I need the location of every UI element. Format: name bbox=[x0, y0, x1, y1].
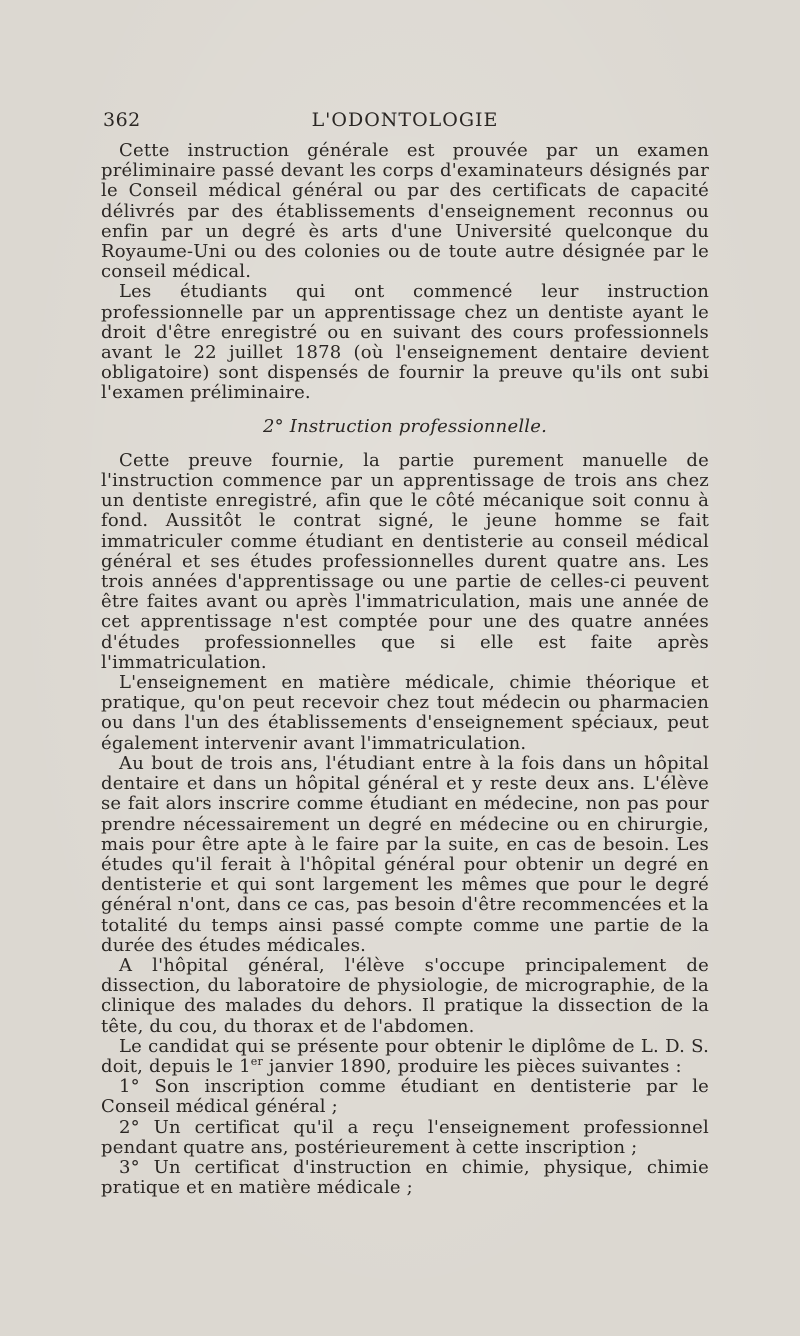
paragraph: Cette preuve fournie, la partie purement manuelle de l'instruction commence par un apprentissage de trois ans chez un dentiste enregistré, afin que le côté mécanique soit connu à fond. Aussitôt le contrat signé, le jeune homme se fait immatriculer comme étudiant en dentisterie au conseil médical général et ses études professionnelles durent quatre ans. Les trois années d'apprentissage ou une partie de celles-ci peuvent être faites avant ou après l'immatriculation, mais une année de cet apprentissage n'est comptée pour une des quatre années d'études professionnelles que si elle est faite après l'immatriculation. bbox=[101, 449, 709, 673]
requirement-item: 3° Un certificat d'instruction en chimie, physique, chimie pratique et en matière médicale ; bbox=[101, 1156, 709, 1199]
candidate-intro-text-end: janvier 1890, produire les pièces suivantes : bbox=[262, 1055, 682, 1077]
paragraph: Cette instruction générale est prouvée par un examen préliminaire passé devant les corps d'examinateurs désignés par le Conseil médical général ou par des certificats de capacité délivrés par des établissements d'enseignement reconnus ou enfin par un degré ès arts d'une Université quelconque du Royaume-Uni ou des colonies ou de toute autre désignée par le conseil médical. bbox=[101, 140, 709, 283]
requirement-item: 1° Son inscription comme étudiant en dentisterie par le Conseil médical général ; bbox=[101, 1076, 709, 1118]
section-heading: 2° Instruction professionnelle. bbox=[262, 415, 548, 437]
paragraph: Les étudiants qui ont commencé leur instruction professionnelle par un apprentissage chez un dentiste ayant le droit d'être enregistré ou en suivant des cours professionnels avant le 22 juillet 1878 (où l'enseignement dentaire devient obligatoire) sont dispensés de fournir la preuve qu'ils ont subi l'examen préliminaire. bbox=[101, 281, 709, 404]
paragraph: Au bout de trois ans, l'étudiant entre à la fois dans un hôpital dentaire et dans un hôpital général et y reste deux ans. L'élève se fait alors inscrire comme étudiant en médecine, non pas pour prendre nécessairement un degré en médecine ou en chirurgie, mais pour être apte à le faire par la suite, en cas de besoin. Les études qu'il ferait à l'hôpital général pour obtenir un degré en dentisterie et qui sont largement les mêmes que pour le degré général n'ont, dans ce cas, pas besoin d'être recommencées et la totalité du temps ainsi passé compte comme une partie de la durée des études médicales. bbox=[101, 752, 709, 956]
page-header bbox=[103, 103, 707, 139]
candidate-intro-text: Le candidat qui se présente pour obtenir le diplôme de L. D. S. doit, depuis le 1 bbox=[101, 1035, 709, 1077]
paragraph: A l'hôpital général, l'élève s'occupe principalement de dissection, du laboratoire de physiologie, de micrographie, de la clinique des malades du dehors. Il pratique la dissection de la tête, du cou, du thorax et de l'abdomen. bbox=[101, 954, 709, 1037]
paragraph: L'enseignement en matière médicale, chimie théorique et pratique, qu'on peut recevoir chez tout médecin ou pharmacien ou dans l'un des établissements d'enseignement spéciaux, peut également intervenir avant l'immatriculation. bbox=[101, 672, 709, 754]
ordinal-superscript: er bbox=[250, 1054, 263, 1068]
candidate-intro bbox=[101, 1037, 709, 1077]
page-number: 362 bbox=[103, 109, 141, 131]
body-text bbox=[101, 141, 709, 1198]
requirement-item: 2° Un certificat qu'il a reçu l'enseignement professionnel pendant quatre ans, postérieurement à cette inscription ; bbox=[101, 1116, 709, 1158]
running-title: L'ODONTOLOGIE bbox=[311, 109, 499, 131]
